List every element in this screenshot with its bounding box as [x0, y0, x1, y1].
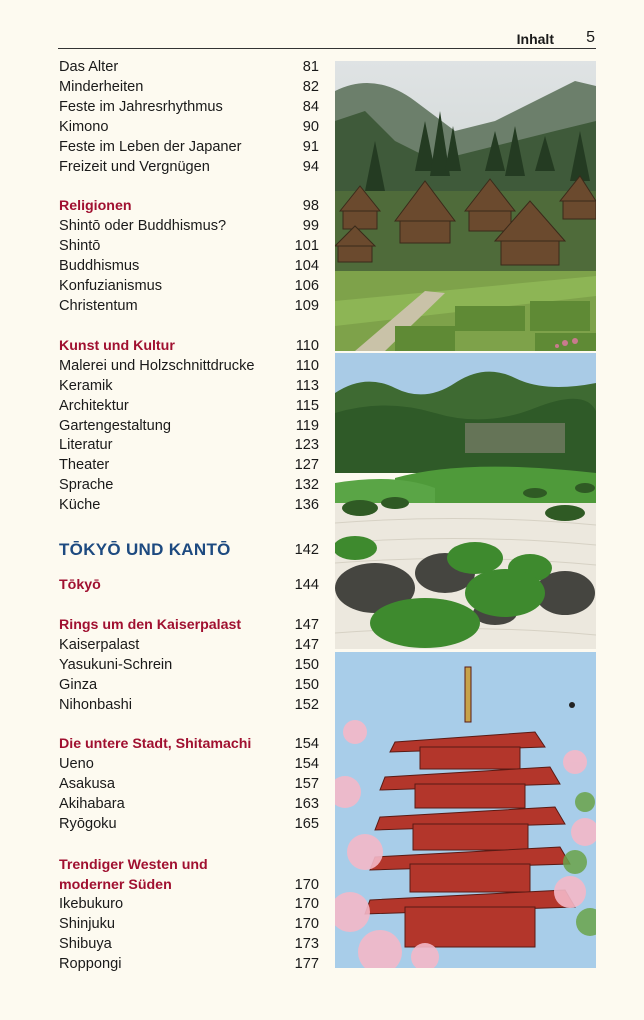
toc-label: Keramik [59, 377, 113, 394]
toc-entry[interactable] [59, 955, 319, 975]
toc-label: Kaiserpalast [59, 636, 140, 653]
toc-entry[interactable] [59, 138, 319, 158]
toc-entry[interactable] [59, 815, 319, 835]
pagoda-photo [335, 652, 596, 968]
toc-label: Freizeit und Vergnügen [59, 158, 210, 175]
toc-label: Gartengestaltung [59, 417, 171, 434]
toc-entry[interactable] [59, 795, 319, 815]
toc-page: 127 [294, 457, 319, 474]
toc-heading[interactable] [59, 576, 319, 596]
toc-section [59, 576, 319, 596]
toc-page: 113 [295, 377, 319, 394]
toc-label: Das Alter [59, 59, 119, 75]
toc-page: 110 [295, 357, 319, 374]
toc-section [59, 616, 319, 716]
toc-entries [59, 895, 319, 975]
toc-label: Feste im Jahresrhythmus [59, 98, 223, 115]
toc-label: Ryōgoku [59, 816, 117, 833]
toc-entry[interactable] [59, 496, 319, 516]
toc-page: 177 [294, 955, 319, 972]
toc-page: 90 [302, 118, 319, 135]
toc-page: 94 [302, 158, 319, 175]
toc-entry[interactable] [59, 297, 319, 317]
toc-page: 82 [302, 78, 319, 95]
toc-page: 106 [294, 278, 319, 295]
toc-label: Tōkyō [59, 577, 101, 594]
toc-label: Die untere Stadt, Shitamachi [59, 736, 252, 753]
toc-page: 81 [302, 59, 319, 75]
toc-label: Shinjuku [59, 915, 115, 932]
toc-label: Shibuya [59, 935, 112, 952]
toc-section [59, 337, 319, 516]
toc-entry[interactable] [59, 436, 319, 456]
toc-label: Architektur [59, 397, 129, 414]
toc-label: Nihonbashi [59, 696, 133, 713]
page-number: 5 [586, 29, 595, 46]
toc-label: Kunst und Kultur [59, 337, 175, 354]
toc-entry[interactable] [59, 118, 319, 138]
toc-entry[interactable] [59, 217, 319, 237]
toc-heading[interactable] [59, 337, 319, 357]
toc-page: 154 [294, 756, 319, 773]
toc-entry[interactable] [59, 636, 319, 656]
toc-label: Shintō [59, 238, 101, 255]
toc-page: 144 [294, 577, 319, 594]
toc-entry[interactable] [59, 775, 319, 795]
header-title: Inhalt [516, 31, 554, 47]
toc-page: 147 [294, 616, 319, 633]
toc-page: 170 [294, 915, 319, 932]
toc-entry[interactable] [59, 158, 319, 178]
toc-page: 154 [294, 736, 319, 753]
toc-page: 98 [302, 198, 319, 215]
toc-page: 173 [294, 935, 319, 952]
toc-entry[interactable] [59, 257, 319, 277]
toc-heading[interactable] [59, 735, 319, 755]
toc-label: Buddhismus [59, 258, 140, 275]
toc-label: Literatur [59, 437, 113, 454]
toc-entry[interactable] [59, 456, 319, 476]
chapter-page: 142 [294, 542, 319, 559]
toc-label: Konfuzianismus [59, 278, 163, 295]
toc-label: Asakusa [59, 776, 115, 793]
toc-heading[interactable] [59, 875, 319, 895]
toc-page: 163 [294, 796, 319, 813]
toc-page: 99 [302, 218, 319, 235]
toc-heading[interactable] [59, 616, 319, 636]
toc-heading-line: Trendiger Westen und [59, 857, 208, 873]
toc-label: Religionen [59, 198, 132, 215]
toc-section [59, 58, 319, 177]
page-header [58, 28, 596, 49]
toc-entry[interactable] [59, 676, 319, 696]
toc-entry[interactable] [59, 696, 319, 716]
toc-entry[interactable] [59, 397, 319, 417]
toc-heading-line: moderner Süden [59, 877, 172, 893]
toc-entry[interactable] [59, 656, 319, 676]
toc-page: 110 [295, 337, 319, 354]
toc-page: 136 [294, 497, 319, 514]
toc-label: Küche [59, 497, 101, 514]
toc-entry[interactable] [59, 98, 319, 118]
toc-label: Akihabara [59, 796, 125, 813]
chapter-row[interactable] [59, 538, 319, 562]
toc-entry[interactable] [59, 237, 319, 257]
toc-label: Ginza [59, 676, 98, 693]
toc-section-west [59, 855, 319, 975]
toc-entry[interactable] [59, 78, 319, 98]
toc-label: Shintō oder Buddhismus? [59, 218, 227, 235]
chapter-title: TŌKYŌ UND KANTŌ [59, 540, 231, 560]
toc-entry[interactable] [59, 377, 319, 397]
toc-section [59, 735, 319, 835]
toc-label: Ueno [59, 756, 94, 773]
toc-page: 91 [302, 138, 319, 155]
toc-entry[interactable] [59, 755, 319, 775]
toc-page: 109 [294, 297, 319, 314]
toc-label: Minderheiten [59, 78, 144, 95]
toc-page: 132 [294, 477, 319, 494]
toc-page: 157 [294, 776, 319, 793]
toc-label: Christentum [59, 297, 138, 314]
toc-page: 152 [294, 696, 319, 713]
toc-page: 170 [294, 877, 319, 893]
toc-label: Ikebukuro [59, 896, 124, 912]
photo-column [335, 61, 596, 968]
toc-entry[interactable] [59, 58, 319, 78]
toc-page: 147 [294, 636, 319, 653]
toc-page: 119 [295, 417, 319, 434]
toc-label: Feste im Leben der Japaner [59, 138, 242, 155]
toc-label: Yasukuni-Schrein [59, 656, 173, 673]
toc-heading[interactable] [59, 197, 319, 217]
toc-page: 170 [294, 896, 319, 912]
table-of-contents [59, 58, 319, 975]
toc-label: Kimono [59, 118, 109, 135]
toc-page: 150 [294, 676, 319, 693]
toc-entry[interactable] [59, 895, 319, 915]
toc-entry[interactable] [59, 915, 319, 935]
toc-entry[interactable] [59, 935, 319, 955]
toc-entry[interactable] [59, 357, 319, 377]
toc-label: Malerei und Holzschnittdrucke [59, 357, 255, 374]
toc-page: 101 [294, 238, 319, 255]
toc-page: 123 [294, 437, 319, 454]
toc-page: 104 [294, 258, 319, 275]
toc-label: Sprache [59, 477, 114, 494]
garden-photo [335, 353, 596, 649]
toc-entry[interactable] [59, 476, 319, 496]
toc-label: Roppongi [59, 955, 122, 972]
village-photo [335, 61, 596, 351]
toc-label: Rings um den Kaiserpalast [59, 616, 242, 633]
toc-page: 115 [295, 397, 319, 414]
toc-page: 150 [294, 656, 319, 673]
toc-entry[interactable] [59, 417, 319, 437]
toc-page: 84 [302, 98, 319, 115]
toc-page: 165 [294, 816, 319, 833]
toc-section [59, 197, 319, 316]
toc-entry[interactable] [59, 277, 319, 297]
toc-label: Theater [59, 457, 110, 474]
toc-heading[interactable] [59, 855, 319, 875]
